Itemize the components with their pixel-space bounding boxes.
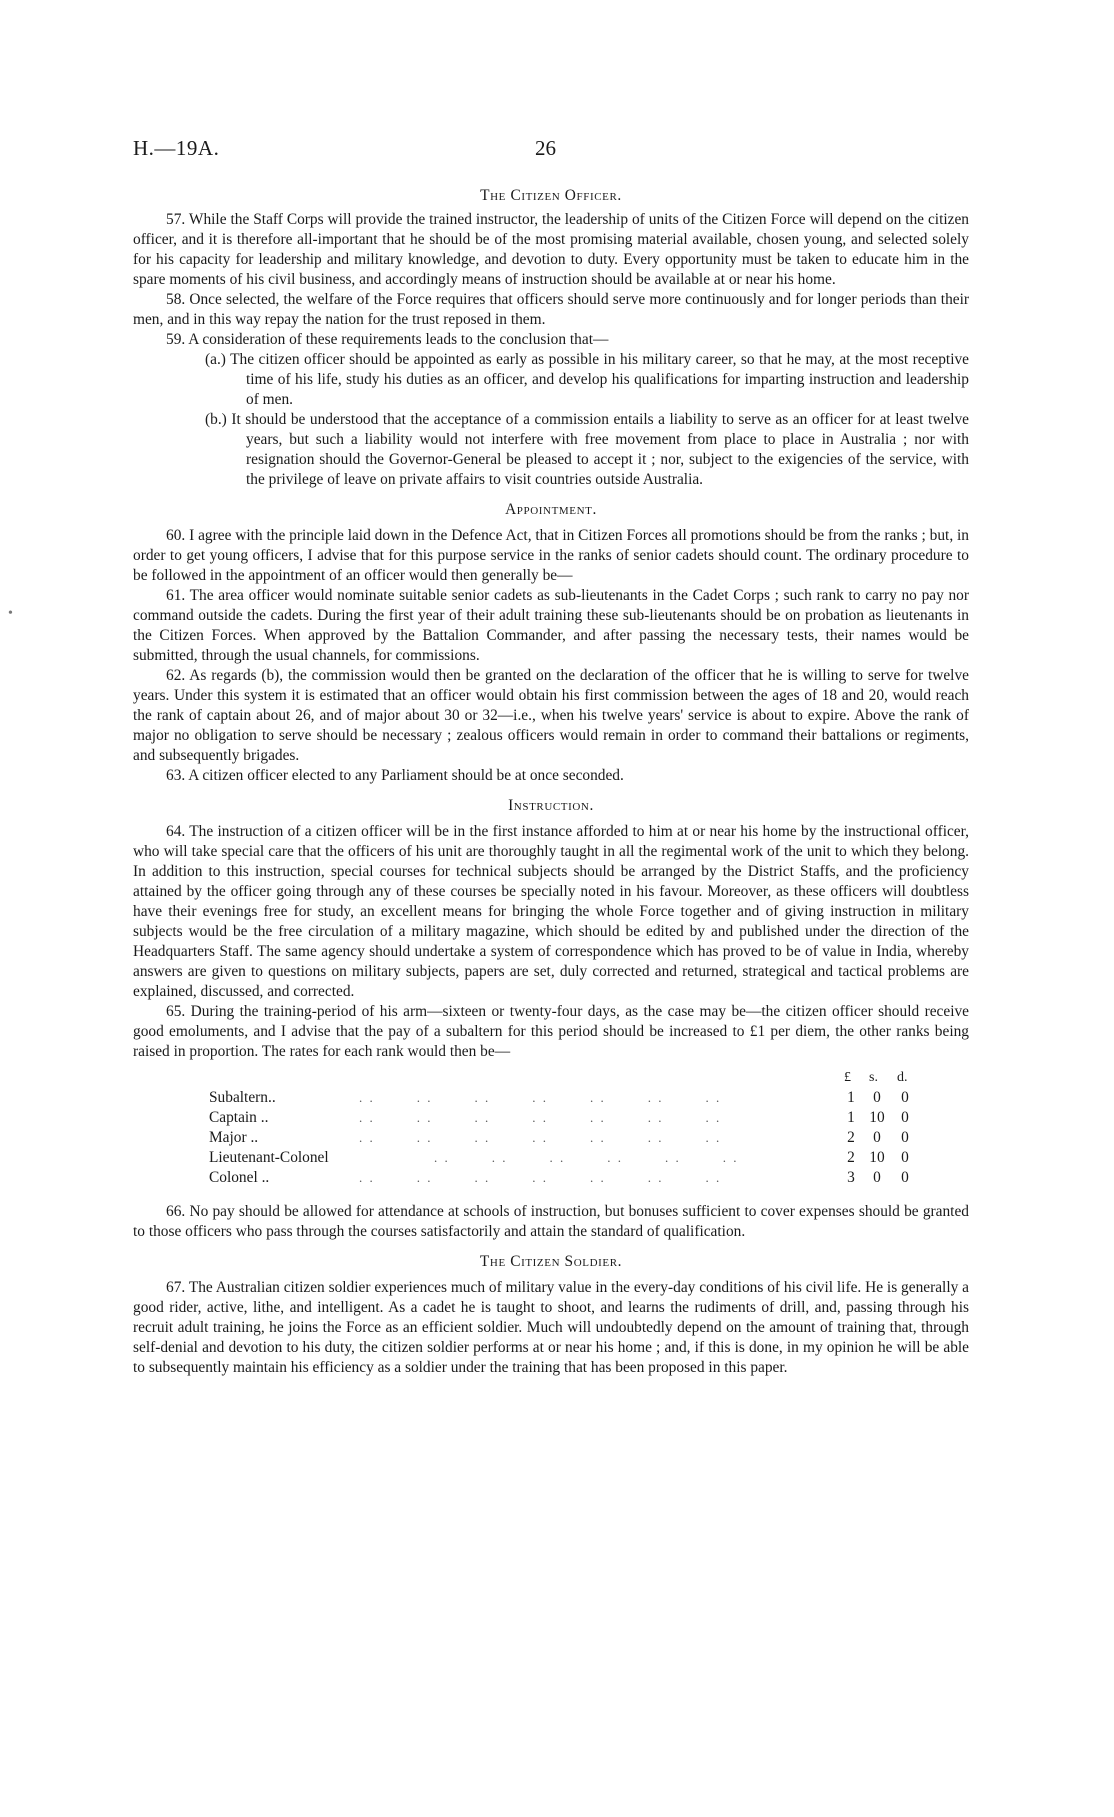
pay-pounds: 1 — [847, 1109, 855, 1126]
leader-dots: . . . . . . . . . . . . . . — [359, 1170, 722, 1185]
section-heading-citizen-soldier: The Citizen Soldier. — [479, 1253, 623, 1270]
paragraph-65: 65. During the training-period of his arm—sixteen or twenty-four days, as the case may be—the citizen officer should receive good emoluments, and I advise that the pay of a subaltern for this period should be increased to £1 per diem, the other ranks being raised in proportion. The rates for each rank would then be— — [133, 1003, 969, 1060]
pay-shillings: 10 — [869, 1109, 885, 1126]
pay-shillings: 0 — [873, 1089, 881, 1106]
paragraph-67: 67. The Australian citizen soldier experiences much of military value in the every-day conditions of his civil life. He is generally a good rider, active, lithe, and intelligent. As a cadet he is taught to shoot, and learns the rudiments of drill, and, passing through his recruit adult training, he joins the Force as an efficient soldier. Much will undoubtedly depend on the amount of training that, through self-denial and devotion to his duty, the citizen soldier performs at or near his home ; and, if this is done, in my opinion he will be able to subsequently maintain his efficiency as a soldier under the training that has been proposed in this paper. — [133, 1279, 969, 1376]
pay-pounds: 2 — [847, 1129, 855, 1146]
pay-pence: 0 — [901, 1089, 909, 1106]
page-number: 26 — [535, 136, 556, 160]
pay-pounds: 3 — [847, 1169, 855, 1186]
pay-table-header — [833, 1068, 943, 1088]
pay-shillings: 0 — [873, 1169, 881, 1186]
paragraph-61: 61. The area officer would nominate suitable senior cadets as sub-lieutenants in the Cadet Corps ; such rank to carry no pay nor command outside the cadets. During the first year of their adult training these sub-lieutenants should be on probation as lieutenants in the Citizen Forces. When approved by the Battalion Commander, and after passing the necessary tests, their names would be submitted, through the usual channels, for commissions. — [133, 587, 969, 664]
pay-rank: Major .. — [209, 1129, 259, 1146]
paragraph-60: 60. I agree with the principle laid down in the Defence Act, that in Citizen Forces all promotions should be from the ranks ; but, in order to get young officers, I advise that for this purpose service in the ranks of senior cadets should count. The ordinary procedure to be followed in the appointment of an officer would then generally be— — [133, 527, 969, 584]
paragraph-63: 63. A citizen officer elected to any Parliament should be at once seconded. — [166, 767, 624, 784]
margin-mark: • — [8, 606, 13, 621]
pay-pence: 0 — [901, 1109, 909, 1126]
pay-rank: Captain .. — [209, 1109, 269, 1126]
leader-dots: . . . . . . . . . . . . . . — [359, 1090, 722, 1105]
pay-pounds: 2 — [847, 1149, 855, 1166]
paragraph-66: 66. No pay should be allowed for attendance at schools of instruction, but bonuses sufficient to cover expenses should be granted to those officers who pass through the courses satisfactorily and attain the standard of qualification. — [133, 1203, 969, 1240]
section-heading-instruction: Instruction. — [508, 797, 594, 814]
pay-pence: 0 — [901, 1169, 909, 1186]
pay-col-pence: d. — [897, 1070, 908, 1085]
pay-row — [209, 1168, 949, 1188]
paragraph-58: 58. Once selected, the welfare of the Force requires that officers should serve more continuously and for longer periods than their men, and in this way repay the nation for the trust reposed in them. — [133, 291, 969, 328]
paragraph-64: 64. The instruction of a citizen officer will be in the first instance afforded to him at or near his home by the instructional officer, who will take special care that the officers of his unit are thoroughly taught in all the regimental work of the unit to which they belong. In addition to this instruction, special courses for technical subjects should be arranged by the District Staffs, and the proficiency attained by the officer going through any of these courses be specially noted in his favour. Moreover, as these officers will doubtless have their evenings free for study, an excellent means for bringing the whole Force together and of giving instruction in military subjects would be the free circulation of a military magazine, which should be edited by and published under the direction of the Headquarters Staff. The same agency should undertake a system of correspondence which has proved to be of value in India, whereby answers are given to questions on military subjects, papers are set, duly corrected and returned, strategical and tactical problems are explained, discussed, and corrected. — [133, 823, 969, 1000]
subitem-a: (a.) The citizen officer should be appointed as early as possible in his military career, so that he may, at the most receptive time of his life, study his duties as an officer, and develop his qualifications for imparting instruction and leadership of men. — [205, 351, 969, 408]
section-heading-appointment: Appointment. — [505, 501, 597, 518]
pay-shillings: 10 — [869, 1149, 885, 1166]
leader-dots: . . . . . . . . . . . . — [434, 1150, 739, 1165]
pay-rates-table — [133, 1068, 969, 1196]
pay-shillings: 0 — [873, 1129, 881, 1146]
pay-col-shillings: s. — [869, 1070, 878, 1085]
pay-row — [209, 1148, 949, 1168]
paragraph-62: 62. As regards (b), the commission would then be granted on the declaration of the officer that he is willing to serve for twelve years. Under this system it is estimated that an officer would obtain his first commission between the ages of 18 and 20, would reach the rank of captain about 26, and of major about 30 or 32—i.e., when his twelve years' service is about to expire. Above the rank of major no obligation to serve should be necessary ; zealous officers would remain in order to command their battalions or regiments, and subsequently brigades. — [133, 667, 969, 764]
pay-pence: 0 — [901, 1129, 909, 1146]
pay-pounds: 1 — [847, 1089, 855, 1106]
pay-rank: Subaltern.. — [209, 1089, 276, 1106]
page-header — [133, 136, 973, 166]
document-reference: H.—19A. — [133, 136, 220, 160]
leader-dots: . . . . . . . . . . . . . . — [359, 1110, 722, 1125]
section-heading-citizen-officer: The Citizen Officer. — [480, 187, 622, 204]
pay-col-pounds: £ — [844, 1070, 851, 1085]
pay-row — [209, 1108, 949, 1128]
paragraph-59: 59. A consideration of these requirements leads to the conclusion that— — [166, 331, 609, 348]
pay-pence: 0 — [901, 1149, 909, 1166]
document-body — [133, 186, 969, 1378]
subitem-b: (b.) It should be understood that the acceptance of a commission entails a liability to serve as an officer for at least twelve years, but such a liability would not interfere with free movement from place to place in Australia ; nor with resignation should the Governor-General be pleased to accept it ; nor, subject to the exigencies of the service, with the privilege of leave on private affairs to visit countries outside Australia. — [205, 411, 969, 488]
pay-row — [209, 1088, 949, 1108]
paragraph-57: 57. While the Staff Corps will provide the trained instructor, the leadership of units of the Citizen Force will depend on the citizen officer, and it is therefore all-important that he should be of the most promising material available, chosen young, and selected solely for his capacity for leadership and military knowledge, and devotion to duty. Every opportunity must be taken to educate him in the spare moments of his civil business, and accordingly means of instruction should be available at or near his home. — [133, 211, 969, 288]
pay-rank: Colonel .. — [209, 1169, 270, 1186]
pay-row — [209, 1128, 949, 1148]
pay-rank: Lieutenant-Colonel — [209, 1149, 329, 1166]
leader-dots: . . . . . . . . . . . . . . — [359, 1130, 722, 1145]
